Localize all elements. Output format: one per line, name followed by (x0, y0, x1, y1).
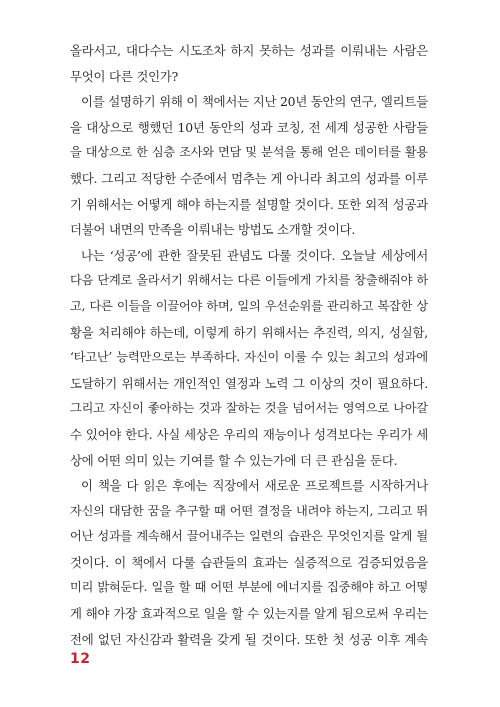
text-line: 미리 밝혀둔다. 일을 할 때 어떤 부분에 에너지를 집중해야 하고 어떻 (70, 580, 428, 595)
text-line: 어난 성과를 계속해서 끌어내주는 일련의 습관은 무엇인지를 알게 될 (70, 529, 428, 544)
text-line: 무엇이 다른 것인가? (70, 68, 179, 84)
text-line: 도달하기 위해서는 개인적인 열정과 노력 그 이상의 것이 필요하다. (70, 375, 428, 391)
text-line: 황을 처리해야 하는데, 이렇게 하기 위해서는 추진력, 의지, 성실함, (70, 324, 428, 340)
text-line: 을 대상으로 한 심층 조사와 면담 및 분석을 통해 얻은 데이터를 활용 (70, 145, 428, 160)
text-line: 것이다. 이 책에서 다룰 습관들의 효과는 실증적으로 검증되었음을 (70, 554, 428, 570)
text-line: 고, 다른 이들을 이끌어야 하며, 일의 우선순위를 관리하고 복잡한 상 (70, 298, 428, 313)
text-line: 그리고 자신이 좋아하는 것과 잘하는 것을 넘어서는 영역으로 나아갈 (70, 401, 428, 416)
text-line: 수 있어야 한다. 사실 세상은 우리의 재능이나 성격보다는 우리가 세 (70, 426, 428, 442)
text-line: 이를 설명하기 위해 이 책에서는 지난 20년 동안의 연구, 엘리트들 (81, 94, 428, 110)
text-line: 했다. 그리고 적당한 수준에서 멈추는 게 아니라 최고의 성과를 이루 (70, 170, 428, 186)
text-line: 게 해야 가장 효과적으로 일을 할 수 있는지를 알게 됨으로써 우리는 (70, 606, 428, 622)
text-line: 자신의 대담한 꿈을 추구할 때 어떤 결정을 내려야 하는지, 그리고 뛰 (70, 503, 428, 518)
text-line: 이 책을 다 읽은 후에는 직장에서 새로운 프로젝트를 시작하거나 (81, 478, 428, 494)
text-line: 전에 없던 자신감과 활력을 갖게 될 것이다. 또한 첫 성공 이후 계속 (70, 631, 428, 647)
text-line: 다음 단계로 올라서기 위해서는 다른 이들에게 가치를 창출해줘야 하 (70, 273, 428, 288)
text-line: 올라서고, 대다수는 시도조차 하지 못하는 성과를 이뤄내는 사람은 (70, 43, 428, 58)
text-line: 더불어 내면의 만족을 이뤄내는 방법도 소개할 것이다. (70, 222, 356, 238)
text-line: 상에 어떤 의미 있는 기여를 할 수 있는가에 더 큰 관심을 둔다. (70, 452, 398, 468)
text-line: 을 대상으로 행했던 10년 동안의 성과 코칭, 전 세계 성공한 사람들 (70, 119, 428, 135)
body-text (70, 38, 428, 652)
page-number: 12 (70, 651, 91, 667)
text-line: 기 위해서는 어떻게 해야 하는지를 설명할 것이다. 또한 외적 성공과 (70, 196, 428, 212)
text-line: ‘타고난’ 능력만으로는 부족하다. 자신이 이룰 수 있는 최고의 성과에 (70, 350, 428, 365)
text-line: 나는 ‘성공’에 관한 잘못된 관념도 다룰 것이다. 오늘날 세상에서 (81, 247, 428, 263)
